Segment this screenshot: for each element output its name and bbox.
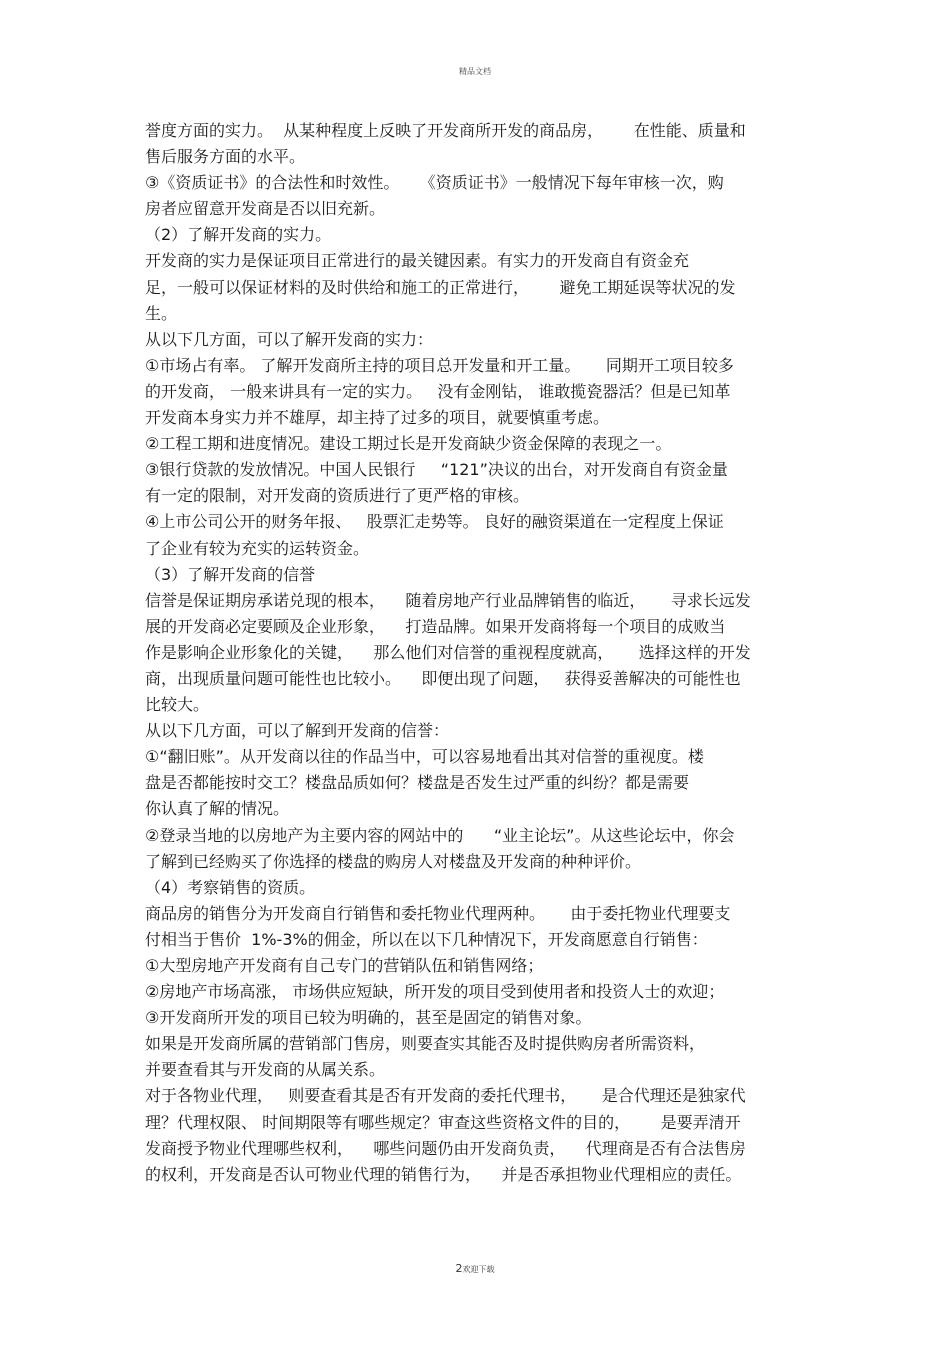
text-line: 生。 [145, 303, 178, 323]
text-line: 商，出现质量问题可能性也比较小。 即便出现了问题， 获得妥善解决的可能性也 [145, 668, 741, 688]
page-header: 精品文档 [459, 67, 491, 76]
text-line: ②房地产市场高涨， 市场供应短缺，所开发的项目受到使用者和投资人士的欢迎； [145, 982, 725, 1002]
text-line: 售后服务方面的水平。 [145, 147, 306, 167]
text-line: 比较大。 [145, 695, 210, 715]
text-line: ②工程工期和进度情况。建设工期过长是开发商缺少资金保障的表现之一。 [145, 434, 672, 454]
text-line: （3）了解开发商的信誉 [145, 564, 316, 584]
text-line: 了企业有较为充实的运转资金。 [145, 538, 370, 558]
text-line: ③银行贷款的发放情况。中国人民银行 “121”决议的出台，对开发商自有资金量 [145, 460, 728, 480]
page-number: 2 [455, 1262, 463, 1275]
page-footer [0, 1262, 950, 1275]
text-line: 了解到已经购买了你选择的楼盘的购房人对楼盘及开发商的种种评价。 [145, 851, 642, 871]
text-line: 誉度方面的实力。 从某种程度上反映了开发商所开发的商品房， 在性能、质量和 [145, 121, 746, 140]
text-line: ③开发商所开发的项目已较为明确的，甚至是固定的销售对象。 [145, 1008, 592, 1028]
text-line: 开发商的实力是保证项目正常进行的最关键因素。有实力的开发商自有资金充 [145, 251, 690, 271]
text-line: 足，一般可以保证材料的及时供给和施工的正常进行， 避免工期延误等状况的发 [145, 277, 736, 297]
text-line: 对于各物业代理， 则要查看其是否有开发商的委托代理书， 是合代理还是独家代 [145, 1086, 746, 1106]
text-line: 从以下几方面，可以了解到开发商的信誉： [145, 721, 450, 741]
text-line: 作是影响企业形象化的关键， 那么他们对信誉的重视程度就高， 选择这样的开发 [145, 642, 751, 662]
text-line: （2）了解开发商的实力。 [145, 225, 332, 245]
text-line: 你认真了解的情况。 [145, 799, 290, 819]
text-line: ①“翻旧账”。从开发商以往的作品当中，可以容易地看出其对信誉的重视度。楼 [145, 747, 704, 767]
text-line: ①大型房地产开发商有自己专门的营销队伍和销售网络； [145, 956, 544, 975]
text-line: 的权利，开发商是否认可物业代理的销售行为， 并是否承担物业代理相应的责任。 [145, 1164, 742, 1184]
text-line: （4）考察销售的资质。 [145, 877, 316, 897]
text-line: 有一定的限制，对开发商的资质进行了更严格的审核。 [145, 486, 530, 506]
text-line: 展的开发商必定要顾及企业形象， 打造品牌。如果开发商将每一个项目的成败当 [145, 616, 726, 636]
text-line: 的开发商， 一般来讲具有一定的实力。 没有金刚钻， 谁敢揽瓷器活？但是已知革 [145, 381, 731, 401]
text-line: 房者应留意开发商是否以旧充新。 [145, 199, 386, 219]
text-line: 盘是否都能按时交工？楼盘品质如何？楼盘是否发生过严重的纠纷？都是需要 [145, 773, 690, 793]
footer-text: 欢迎下载 [462, 1265, 495, 1274]
text-line: 开发商本身实力并不雄厚，却主持了过多的项目，就要慎重考虑。 [145, 408, 610, 428]
text-line: 并要查看其与开发商的从属关系。 [145, 1060, 386, 1080]
text-line: 如果是开发商所属的营销部门售房，则要查实其能否及时提供购房者所需资料， [145, 1034, 706, 1054]
text-line: 发商授予物业代理哪些权利， 哪些问题仍由开发商负责， 代理商是否有合法售房 [145, 1138, 746, 1158]
text-line: 商品房的销售分为开发商自行销售和委托物业代理两种。 由于委托物业代理要支 [145, 903, 731, 923]
text-line: 理？代理权限、 时间期限等有哪些规定？审查这些资格文件的目的， 是要弄清开 [145, 1112, 741, 1132]
text-line: 从以下几方面，可以了解开发商的实力： [145, 329, 434, 349]
document-body [145, 118, 810, 1188]
text-line: ②登录当地的以房地产为主要内容的网站中的 “业主论坛”。从这些论坛中，你会 [145, 825, 735, 845]
text-line: 付相当于售价 1%-3%的佣金，所以在以下几种情况下，开发商愿意自行销售： [145, 929, 708, 949]
text-line: ①市场占有率。 了解开发商所主持的项目总开发量和开工量。 同期开工项目较多 [145, 355, 734, 375]
text-line: ③《资质证书》的合法性和时效性。 《资质证书》一般情况下每年审核一次，购 [145, 173, 724, 193]
text-line: 信誉是保证期房承诺兑现的根本， 随着房地产行业品牌销售的临近， 寻求长远发 [145, 590, 751, 610]
text-line: ④上市公司公开的财务年报、 股票汇走势等。 良好的融资渠道在一定程度上保证 [145, 512, 724, 532]
